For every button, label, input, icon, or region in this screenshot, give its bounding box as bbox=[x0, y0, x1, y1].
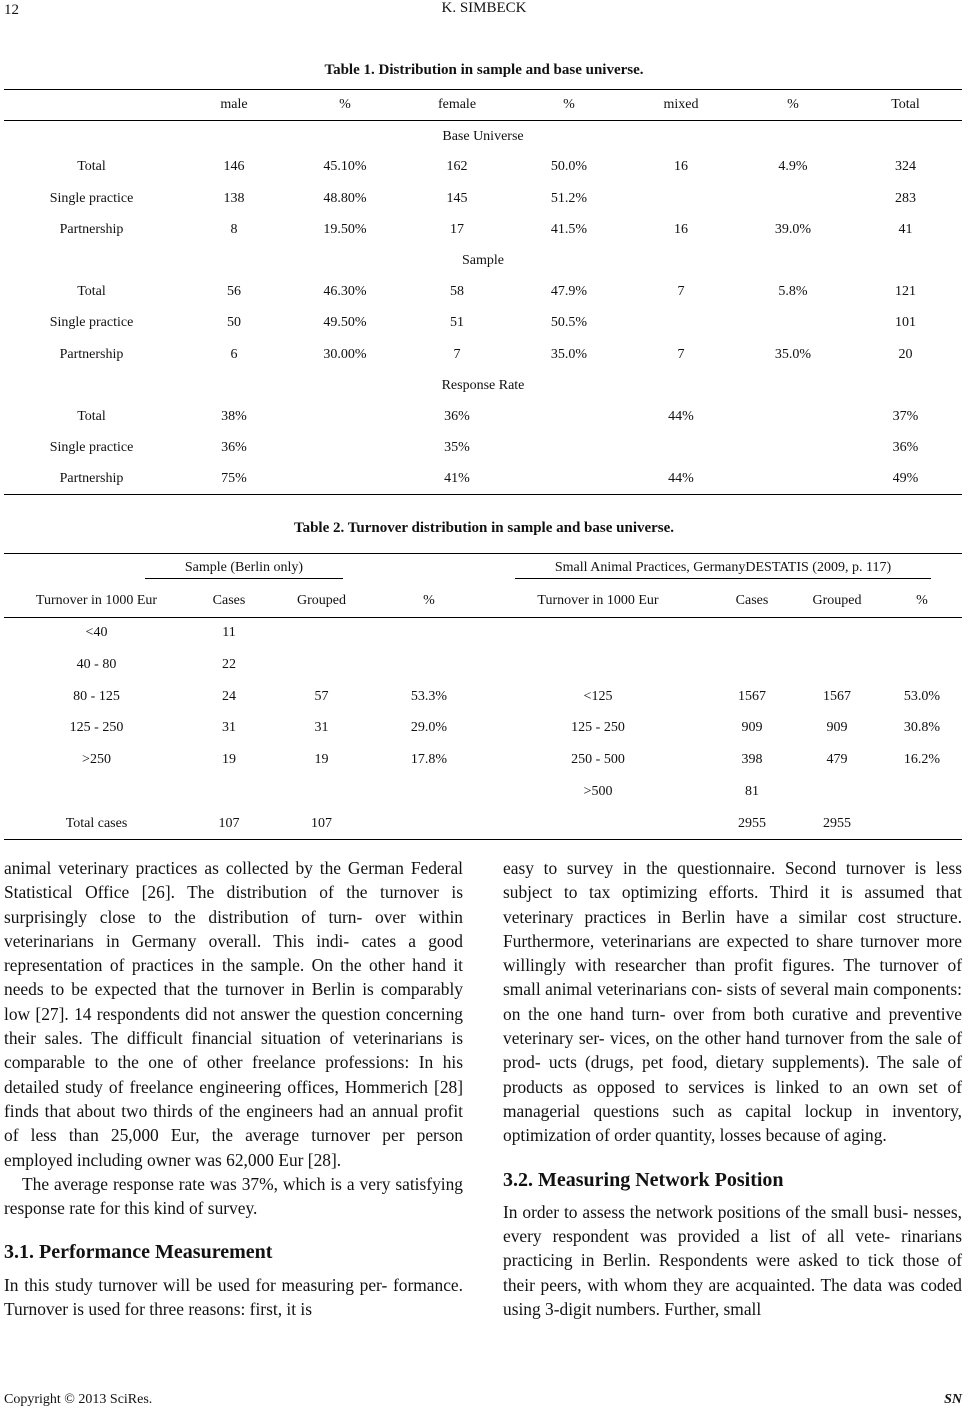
table-cell: 138 bbox=[223, 190, 245, 206]
table1-section-row bbox=[4, 121, 962, 152]
left-column bbox=[4, 856, 463, 1321]
table-cell bbox=[484, 617, 712, 649]
table-cell bbox=[289, 433, 401, 464]
table1-col-header: % bbox=[563, 97, 575, 113]
table-cell: 35.0% bbox=[550, 346, 588, 362]
table-cell: 146 bbox=[223, 159, 245, 175]
table-cell: Partnership bbox=[59, 471, 124, 487]
table-cell bbox=[374, 776, 484, 808]
table-cell: >500 bbox=[583, 783, 613, 799]
table-cell: 80 - 125 bbox=[73, 688, 120, 704]
table-cell: 11 bbox=[222, 625, 236, 641]
table-cell: 19 bbox=[314, 752, 329, 768]
table-cell: 36% bbox=[892, 440, 919, 456]
paragraph: animal veterinary practices as collected by the German Federal Statistical Office [26]. The distribution of the turnover is surprisingly close to the distribution of turn- over within veterinarians in Germany overall. This indi- cates a good representation of practices in the sample. On the other hand it needs to be expected that the turnover in Berlin is comparably low [27]. 14 respondents did not answer the question concerning their sales. The difficult financial situation of veterinarians is comparable to the one of other freelance professions: In his detailed study of freelance engineering offices, Hommerich [28] finds that about two thirds of the engineers had an annual profit of less than 25,000 Eur, the average turnover per person employed including owner was 62,000 Eur [28]. bbox=[4, 858, 463, 1170]
paragraph: The average response rate was 37%, which is a very satisfying response rate for this kind of survey. bbox=[4, 1173, 463, 1219]
table-cell: Single practice bbox=[49, 440, 134, 456]
copyright: Copyright © 2013 SciRes. bbox=[4, 1392, 153, 1407]
table-cell: 37% bbox=[892, 408, 919, 424]
table-cell: 909 bbox=[741, 720, 763, 736]
table-cell: 45.10% bbox=[323, 159, 367, 175]
table-cell bbox=[625, 433, 737, 464]
table1-section-title: Base Universe bbox=[442, 128, 524, 144]
table-cell: 41 bbox=[898, 221, 913, 237]
table2-col-header: Turnover in 1000 Eur bbox=[35, 592, 158, 608]
paragraph: In this study turnover will be used for measuring per- formance. Turnover is used for three reasons: first, it is bbox=[4, 1274, 463, 1320]
table-cell: 6 bbox=[230, 346, 238, 362]
table-cell bbox=[792, 776, 882, 808]
table-cell: 29.0% bbox=[410, 720, 448, 736]
table-cell bbox=[882, 808, 962, 840]
table1-section-title: Sample bbox=[462, 253, 504, 269]
paragraph: In order to assess the network positions of the small busi- nesses, every respondent was provided a list of all vete- rinarians practicing in Berlin. Respondents were asked to tick those of their peers, with whom they are acquainted. The data was coded using 3-digit numbers. Further, small bbox=[503, 1201, 962, 1320]
table-cell: 48.80% bbox=[323, 190, 367, 206]
table-cell: 35.0% bbox=[774, 346, 812, 362]
table-cell: 7 bbox=[677, 346, 685, 362]
table-cell bbox=[737, 401, 849, 432]
table-cell: Total bbox=[77, 284, 106, 300]
table-cell: 75% bbox=[221, 471, 247, 487]
table-cell bbox=[374, 649, 484, 681]
table-row bbox=[4, 808, 962, 840]
table-cell: 47.9% bbox=[550, 284, 588, 300]
table-cell: 107 bbox=[311, 815, 332, 831]
table-row bbox=[4, 214, 962, 245]
table1-section-row bbox=[4, 245, 962, 276]
table-cell: 31 bbox=[314, 720, 329, 736]
table-cell: <125 bbox=[583, 688, 613, 704]
table-cell: 44% bbox=[668, 408, 694, 424]
table-cell: 107 bbox=[218, 815, 240, 831]
table-cell: Partnership bbox=[59, 221, 124, 237]
table-cell: 479 bbox=[826, 752, 848, 768]
table-cell: 58 bbox=[450, 284, 464, 300]
table-cell: 5.8% bbox=[778, 284, 808, 300]
table-cell: 50 bbox=[227, 315, 241, 331]
table-cell: 125 - 250 bbox=[69, 720, 124, 736]
table1-col-header: female bbox=[437, 97, 477, 113]
table-cell bbox=[737, 464, 849, 495]
table-cell: 162 bbox=[446, 159, 468, 175]
table-cell bbox=[269, 776, 374, 808]
table-cell: <40 bbox=[85, 625, 108, 641]
table1-col-header: % bbox=[339, 97, 351, 113]
table-cell: 324 bbox=[895, 159, 916, 175]
table1-col-header bbox=[4, 90, 179, 121]
table-cell: Partnership bbox=[59, 346, 124, 362]
table-row bbox=[4, 401, 962, 432]
table-cell bbox=[269, 617, 374, 649]
table-row bbox=[4, 744, 962, 776]
table-cell: 16.2% bbox=[903, 752, 941, 768]
table2-group-row bbox=[4, 554, 962, 586]
table2-col-header: % bbox=[423, 592, 435, 608]
table2-group-left: Sample (Berlin only) bbox=[4, 554, 484, 586]
table-cell: 31 bbox=[222, 720, 236, 736]
table1-col-header: Total bbox=[891, 97, 920, 113]
table-cell bbox=[792, 617, 882, 649]
table-cell: 53.3% bbox=[410, 688, 448, 704]
table2-col-header: Grouped bbox=[297, 592, 346, 608]
table-cell: 7 bbox=[453, 346, 461, 362]
table-cell bbox=[374, 808, 484, 840]
table-cell bbox=[484, 649, 712, 681]
table-cell: 35% bbox=[444, 440, 470, 456]
table-cell: 81 bbox=[745, 783, 759, 799]
table-cell bbox=[4, 776, 189, 808]
table-cell: 57 bbox=[314, 688, 329, 704]
table2-caption: Table 2. Turnover distribution in sample and base universe. bbox=[293, 520, 675, 536]
table-cell bbox=[792, 649, 882, 681]
section-heading: 3.2. Measuring Network Position bbox=[503, 1168, 784, 1191]
table1-header-row bbox=[4, 90, 962, 121]
table-cell: 121 bbox=[895, 284, 916, 300]
table-cell bbox=[625, 183, 737, 214]
table-cell: 19 bbox=[222, 752, 236, 768]
table1-col-header: male bbox=[220, 97, 248, 113]
table2 bbox=[4, 553, 962, 840]
table-cell: 17 bbox=[450, 221, 464, 237]
table-cell: Single practice bbox=[49, 315, 134, 331]
table-cell: 53.0% bbox=[903, 688, 941, 704]
table-cell: 40 - 80 bbox=[76, 656, 117, 672]
table-cell bbox=[625, 308, 737, 339]
table-cell: 30.8% bbox=[903, 720, 941, 736]
table-cell: 39.0% bbox=[774, 221, 812, 237]
table-cell: 17.8% bbox=[410, 752, 448, 768]
table1-section-title: Response Rate bbox=[441, 377, 525, 393]
table-cell bbox=[513, 433, 625, 464]
table-cell: 16 bbox=[674, 221, 688, 237]
table-row bbox=[4, 183, 962, 214]
table-cell: 50.5% bbox=[550, 315, 588, 331]
table-cell: 1567 bbox=[823, 688, 851, 704]
table-cell: 909 bbox=[826, 720, 848, 736]
table1-col-header: % bbox=[787, 97, 799, 113]
table-cell: 41% bbox=[444, 471, 470, 487]
table-cell: 250 - 500 bbox=[571, 752, 625, 768]
table2-col-header: % bbox=[916, 592, 928, 608]
table-cell: 46.30% bbox=[323, 284, 367, 300]
table-cell: 22 bbox=[222, 656, 236, 672]
table-row bbox=[4, 649, 962, 681]
table2-header-row bbox=[4, 585, 962, 617]
table-cell: Single practice bbox=[49, 190, 134, 206]
table1 bbox=[4, 89, 962, 495]
table-cell: 101 bbox=[895, 315, 916, 331]
running-head: K. SIMBECK bbox=[441, 0, 527, 16]
section-heading: 3.1. Performance Measurement bbox=[4, 1241, 273, 1264]
table-row bbox=[4, 681, 962, 713]
table-cell bbox=[882, 776, 962, 808]
table-cell bbox=[737, 308, 849, 339]
table-cell: Total cases bbox=[65, 815, 128, 831]
table-cell: 36% bbox=[221, 440, 247, 456]
page-number: 12 bbox=[4, 2, 19, 18]
table-row bbox=[4, 277, 962, 308]
table-cell: 19.50% bbox=[323, 221, 367, 237]
table-cell bbox=[882, 617, 962, 649]
table-cell bbox=[712, 649, 792, 681]
table-cell bbox=[737, 433, 849, 464]
right-column bbox=[503, 856, 962, 1321]
table-cell: 30.00% bbox=[323, 346, 367, 362]
table1-section-row bbox=[4, 370, 962, 401]
table-cell: Total bbox=[77, 159, 106, 175]
table-cell: 125 - 250 bbox=[571, 720, 625, 736]
table-row bbox=[4, 464, 962, 495]
table-cell: 36% bbox=[444, 408, 470, 424]
table-cell: 44% bbox=[668, 471, 694, 487]
table-cell: 20 bbox=[898, 346, 913, 362]
table-cell bbox=[289, 464, 401, 495]
table-cell: 16 bbox=[674, 159, 688, 175]
table-cell: 283 bbox=[895, 190, 916, 206]
paragraph: easy to survey in the questionnaire. Second turnover is less subject to tax optimizing efforts. Third it is assumed that veterinary practices in Berlin have a similar cost structure. Furthermore, veterinarians are expected to share turnover more willingly with researcher than profit figures. The turnover of small animal veterinarians con- sists of several main components: on the one hand turn- over from both curative and preventive veterinary ser- vices, on the other hand turnover from the sale of prod- ucts (drugs, pet food, dietary supplements). The sale of products as opposed to services is linked to an own set of managerial questions such as capital lockup in inventory, optimization of order quantity, losses because of aging. bbox=[503, 858, 962, 1146]
table-cell: 49% bbox=[892, 471, 919, 487]
table-cell: 2955 bbox=[823, 815, 851, 831]
table-cell bbox=[189, 776, 269, 808]
table-cell bbox=[712, 617, 792, 649]
table-cell: 7 bbox=[677, 284, 685, 300]
table-cell: 2955 bbox=[738, 815, 766, 831]
table-cell bbox=[737, 183, 849, 214]
table-cell: 1567 bbox=[738, 688, 766, 704]
table-cell: 56 bbox=[227, 284, 241, 300]
table-row bbox=[4, 339, 962, 370]
table-cell: 50.0% bbox=[550, 159, 588, 175]
table-cell: 24 bbox=[222, 688, 236, 704]
table2-group-right: Small Animal Practices, GermanyDESTATIS (2009, p. 117) bbox=[484, 554, 962, 586]
table-cell: >250 bbox=[82, 752, 111, 768]
table-cell bbox=[882, 649, 962, 681]
table-cell: 4.9% bbox=[778, 159, 808, 175]
table-cell bbox=[484, 808, 712, 840]
journal-abbrev: SN bbox=[944, 1392, 962, 1407]
table2-col-header: Grouped bbox=[812, 592, 862, 608]
table1-caption: Table 1. Distribution in sample and base universe. bbox=[324, 62, 644, 78]
table-row bbox=[4, 308, 962, 339]
table-row bbox=[4, 433, 962, 464]
table-cell bbox=[269, 649, 374, 681]
table-row bbox=[4, 152, 962, 183]
table-cell: 41.5% bbox=[550, 221, 588, 237]
table-cell bbox=[513, 401, 625, 432]
table-cell: 398 bbox=[741, 752, 763, 768]
table-cell bbox=[513, 464, 625, 495]
table-cell bbox=[289, 401, 401, 432]
table-cell: 38% bbox=[221, 408, 247, 424]
table-cell: 145 bbox=[446, 190, 468, 206]
table1-col-header: mixed bbox=[663, 97, 699, 113]
table2-col-header: Cases bbox=[212, 592, 246, 608]
table-cell bbox=[374, 617, 484, 649]
table-row bbox=[4, 712, 962, 744]
table2-col-header: Cases bbox=[735, 592, 769, 608]
table-cell: 8 bbox=[230, 221, 238, 237]
table-cell: 49.50% bbox=[323, 315, 367, 331]
table-row bbox=[4, 776, 962, 808]
table-cell: 51.2% bbox=[550, 190, 588, 206]
table-cell: Total bbox=[77, 408, 106, 424]
table-cell: 51 bbox=[450, 315, 464, 331]
table-row bbox=[4, 617, 962, 649]
table2-col-header: Turnover in 1000 Eur bbox=[537, 592, 659, 608]
